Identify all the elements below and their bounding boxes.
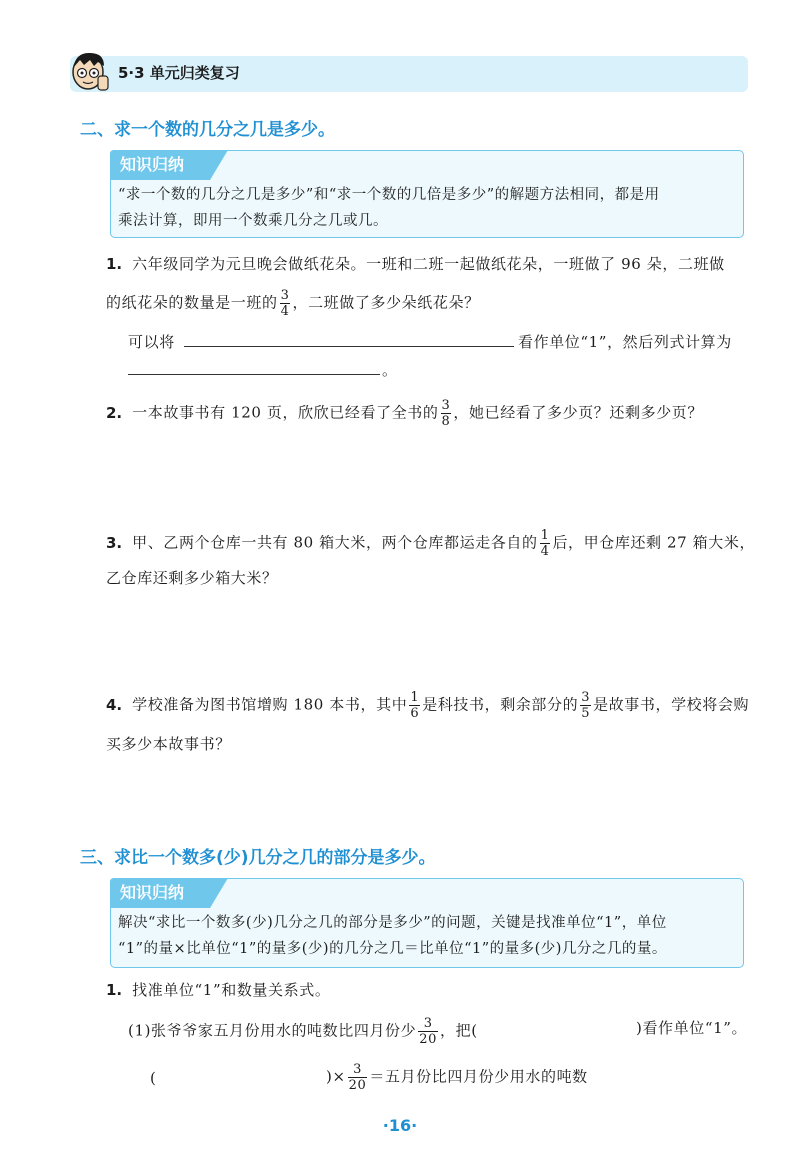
fill-line-mid: 看作单位“1”，然后列式计算为 bbox=[518, 333, 732, 351]
knowledge-tab-label: 知识归纳 bbox=[120, 883, 185, 902]
question-2-4 bbox=[106, 690, 756, 721]
fraction: $\frac{3}{8}$ bbox=[441, 398, 451, 429]
fill-line-label: 可以将 bbox=[128, 333, 175, 351]
answer-blank[interactable] bbox=[128, 374, 380, 375]
question-text: 后，甲仓库还剩 27 箱大米， bbox=[552, 533, 756, 552]
answer-blank[interactable] bbox=[184, 346, 514, 347]
knowledge-text-2 bbox=[118, 182, 742, 234]
question-text: 学校准备为图书馆增购 180 本书，其中 bbox=[132, 695, 408, 714]
question-text: 是故事书，学校将会购 bbox=[593, 695, 750, 714]
section-title-3: 三、求比一个数多(少)几分之几的部分是多少。 bbox=[80, 848, 436, 868]
question-text: (1)张爷爷家五月份用水的吨数比四月份少 bbox=[128, 1021, 417, 1040]
student-mascot-icon bbox=[68, 48, 112, 94]
question-2-1-line2 bbox=[106, 288, 756, 319]
question-text: ，二班做了多少朵纸花朵？ bbox=[292, 293, 480, 312]
question-3-1-sub2 bbox=[326, 1062, 746, 1093]
fraction: $\frac{3}{5}$ bbox=[581, 690, 591, 721]
question-text: 甲、乙两个仓库一共有 80 箱大米，两个仓库都运走各自的 bbox=[132, 533, 538, 552]
question-2-1 bbox=[106, 252, 756, 276]
knowledge-line: “1”的量×比单位“1”的量多(少)的几分之几＝比单位“1”的量多(少)几分之几的量。 bbox=[118, 941, 667, 957]
question-number: 1. bbox=[106, 255, 123, 273]
question-number: 3. bbox=[106, 533, 123, 552]
fraction: $\frac{3}{20}$ bbox=[348, 1062, 367, 1093]
knowledge-text-3 bbox=[118, 910, 742, 962]
question-3-1 bbox=[106, 978, 756, 1002]
question-2-4-line2: 买多少本故事书？ bbox=[106, 735, 231, 753]
knowledge-tab-label: 知识归纳 bbox=[120, 155, 185, 174]
question-3-1-sub1-end: )看作单位“1”。 bbox=[636, 1019, 748, 1037]
fraction: $\frac{3}{20}$ bbox=[419, 1016, 437, 1047]
fraction: $\frac{1}{6}$ bbox=[410, 690, 420, 721]
knowledge-line: “求一个数的几分之几是多少”和“求一个数的几倍是多少”的解题方法相同，都是用 bbox=[118, 187, 660, 203]
knowledge-line: 解决“求比一个数多(少)几分之几的部分是多少”的问题，关键是找准单位“1”，单位 bbox=[118, 915, 667, 931]
fraction: $\frac{1}{4}$ bbox=[540, 528, 550, 559]
paren-open: ( bbox=[150, 1069, 157, 1087]
header-title: 5·3 单元归类复习 bbox=[118, 64, 240, 82]
question-text: ，她已经看了多少页？还剩多少页？ bbox=[453, 403, 703, 422]
question-text: 找准单位“1”和数量关系式。 bbox=[132, 981, 331, 999]
fill-line-end: 。 bbox=[382, 361, 398, 379]
question-text: 一本故事书有 120 页，欣欣已经看了全书的 bbox=[132, 403, 439, 422]
question-text: 是科技书，剩余部分的 bbox=[422, 695, 579, 714]
knowledge-tab-2 bbox=[110, 150, 228, 180]
question-text: 六年级同学为元旦晚会做纸花朵。一班和二班一起做纸花朵，一班做了 96 朵，二班做 bbox=[132, 255, 725, 273]
question-number: 1. bbox=[106, 981, 123, 999]
question-text: )× bbox=[326, 1067, 346, 1086]
fraction: $\frac{3}{4}$ bbox=[280, 288, 290, 319]
question-number: 4. bbox=[106, 695, 123, 714]
question-2-3 bbox=[106, 528, 756, 559]
question-number: 2. bbox=[106, 403, 123, 422]
question-2-2 bbox=[106, 398, 756, 429]
question-text: ＝五月份比四月份少用水的吨数 bbox=[369, 1067, 588, 1086]
knowledge-line: 乘法计算，即用一个数乘几分之几或几。 bbox=[118, 213, 388, 229]
question-2-3-line2: 乙仓库还剩多少箱大米？ bbox=[106, 569, 278, 587]
section-title-2: 二、求一个数的几分之几是多少。 bbox=[80, 120, 335, 140]
question-text: ，把( bbox=[440, 1021, 478, 1040]
knowledge-tab-3 bbox=[110, 878, 228, 908]
question-text: 的纸花朵的数量是一班的 bbox=[106, 293, 278, 312]
page-number: ·16· bbox=[382, 1116, 418, 1135]
